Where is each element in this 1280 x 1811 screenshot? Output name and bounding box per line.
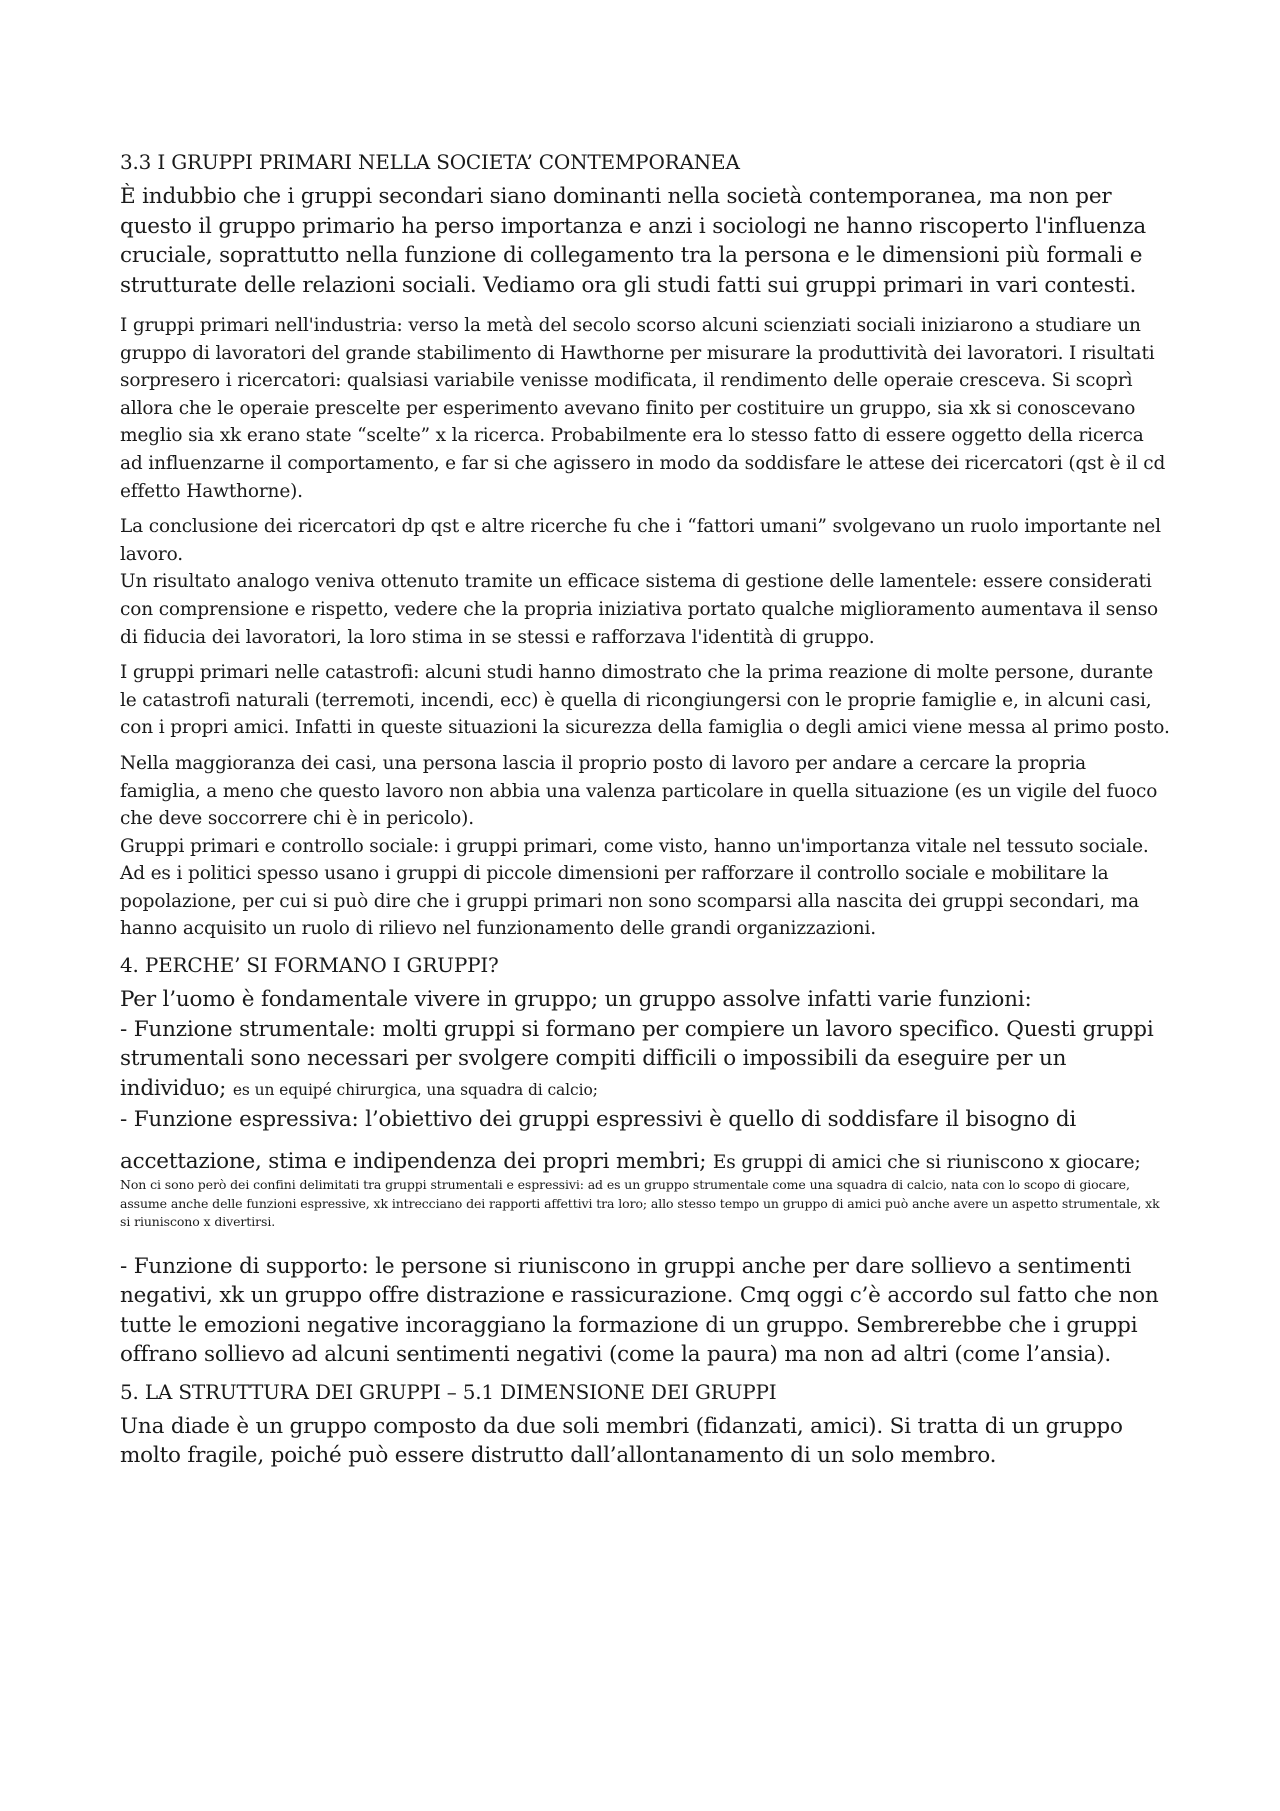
funzione-espressiva-esempio: Es gruppi di amici che si riuniscono x giocare; — [712, 1151, 1141, 1173]
nota-confini: Non ci sono però dei confini delimitati tra gruppi strumentali e espressivi: ad es un gruppo strumentale come una squadra di calcio, nata con lo scopo di giocare, assume anche delle funzioni espressive, xk intrecciano dei rapporti affettivi tra loro; allo stesso tempo un gruppo di amici può anche avere un aspetto strumentale, xk si riuniscono x divertirsi. — [120, 1177, 1160, 1230]
section-5-title: 5. LA STRUTTURA DEI GRUPPI – 5.1 DIMENSIONE DEI GRUPPI — [120, 1379, 777, 1404]
section-3-3-title: 3.3 I GRUPPI PRIMARI NELLA SOCIETA’ CONTEMPORANEA — [120, 150, 740, 174]
section-3-3-intro: È indubbio che i gruppi secondari siano dominanti nella società contemporanea, ma non per questo il gruppo primario ha perso importanza e anzi i sociologi ne hanno riscoperto l'influenza cruciale, soprattutto nella funzione di collegamento tra la persona e le dimensioni più formali e strutturate delle relazioni sociali. Vediamo ora gli studi fatti sui gruppi primari in vari contesti. — [120, 184, 1146, 298]
funzione-strumentale — [120, 1015, 1170, 1106]
section-4-intro: Per l’uomo è fondamentale vivere in gruppo; un gruppo assolve infatti varie funzioni: — [120, 987, 1032, 1013]
funzione-espressiva-line2 — [120, 1147, 1170, 1177]
funzione-supporto: - Funzione di supporto: le persone si riuniscono in gruppi anche per dare sollievo a sentimenti negativi, xk un gruppo offre distrazione e rassicurazione. Cmq oggi c’è accordo sul fatto che non tutte le emozioni negative incoraggiano la formazione di un gruppo. Sembrerebbe che i gruppi offrano sollievo ad alcuni sentimenti negativi (come la paura) ma non ad altri (come l’ansia). — [120, 1253, 1159, 1368]
section-4-title: 4. PERCHE’ SI FORMANO I GRUPPI? — [120, 953, 499, 978]
paragraph-diade: Una diade è un gruppo composto da due soli membri (fidanzati, amici). Si tratta di un gruppo molto fragile, poiché può essere distrutto dall’allontanamento di un solo membro. — [120, 1413, 1123, 1469]
paragraph-industria: I gruppi primari nell'industria: verso la metà del secolo scorso alcuni scienziati sociali iniziarono a studiare un gruppo di lavoratori del grande stabilimento di Hawthorne per misurare la produttività dei lavoratori. I risultati sorpresero i ricercatori: qualsiasi variabile venisse modificata, il rendimento delle operaie cresceva. Si scoprì allora che le operaie prescelte per esperimento avevano finito per costituire un gruppo, sia xk si conoscevano meglio sia xk erano state “scelte” x la ricerca. Probabilmente era lo stesso fatto di essere oggetto della ricerca ad influenzarne il comportamento, e far si che agissero in modo da soddisfare le attese dei ricercatori (qst è il cd effetto Hawthorne). — [120, 315, 1166, 502]
paragraph-lamentele: Un risultato analogo veniva ottenuto tramite un efficace sistema di gestione delle lamentele: essere considerati con comprensione e rispetto, vedere che la propria iniziativa portato qualche miglioramento aumentava il senso di fiducia dei lavoratori, la loro stima in se stessi e rafforzava l'identità di gruppo. — [120, 571, 1159, 648]
funzione-espressiva-text: accettazione, stima e indipendenza dei propri membri; — [120, 1148, 707, 1174]
paragraph-controllo-sociale: Gruppi primari e controllo sociale: i gruppi primari, come visto, hanno un'importanza vitale nel tessuto sociale. Ad es i politici spesso usano i gruppi di piccole dimensioni per rafforzare il controllo sociale e mobilitare la popolazione, per cui si può dire che i gruppi primari non sono scomparsi alla nascita dei gruppi secondari, ma hanno acquisito un ruolo di rilievo nel funzionamento delle grandi organizzazioni. — [120, 835, 1149, 940]
funzione-strumentale-text: - Funzione strumentale: molti gruppi si formano per compiere un lavoro specifico. Questi gruppi strumentali sono necessari per svolgere compiti difficili o impossibili da eseguire per un individuo; — [120, 1016, 1154, 1101]
document-page — [120, 148, 1170, 1471]
paragraph-maggioranza: Nella maggioranza dei casi, una persona lascia il proprio posto di lavoro per andare a cercare la propria famiglia, a meno che questo lavoro non abbia una valenza particolare in quella situazione (es un vigile del fuoco che deve soccorrere chi è in pericolo). — [120, 752, 1158, 830]
funzione-espressiva-line1: - Funzione espressiva: l’obiettivo dei gruppi espressivi è quello di soddisfare il bisogno di — [120, 1107, 1077, 1133]
funzione-strumentale-esempio: es un equipé chirurgica, una squadra di calcio; — [232, 1080, 598, 1099]
paragraph-conclusione: La conclusione dei ricercatori dp qst e altre ricerche fu che i “fattori umani” svolgevano un ruolo importante nel lavoro. — [120, 516, 1161, 565]
paragraph-catastrofi: I gruppi primari nelle catastrofi: alcuni studi hanno dimostrato che la prima reazione di molte persone, durante le catastrofi naturali (terremoti, incendi, ecc) è quella di ricongiungersi con le proprie famiglie e, in alcuni casi, con i propri amici. Infatti in queste situazioni la sicurezza della famiglia o degli amici viene messa al primo posto. — [120, 662, 1170, 739]
